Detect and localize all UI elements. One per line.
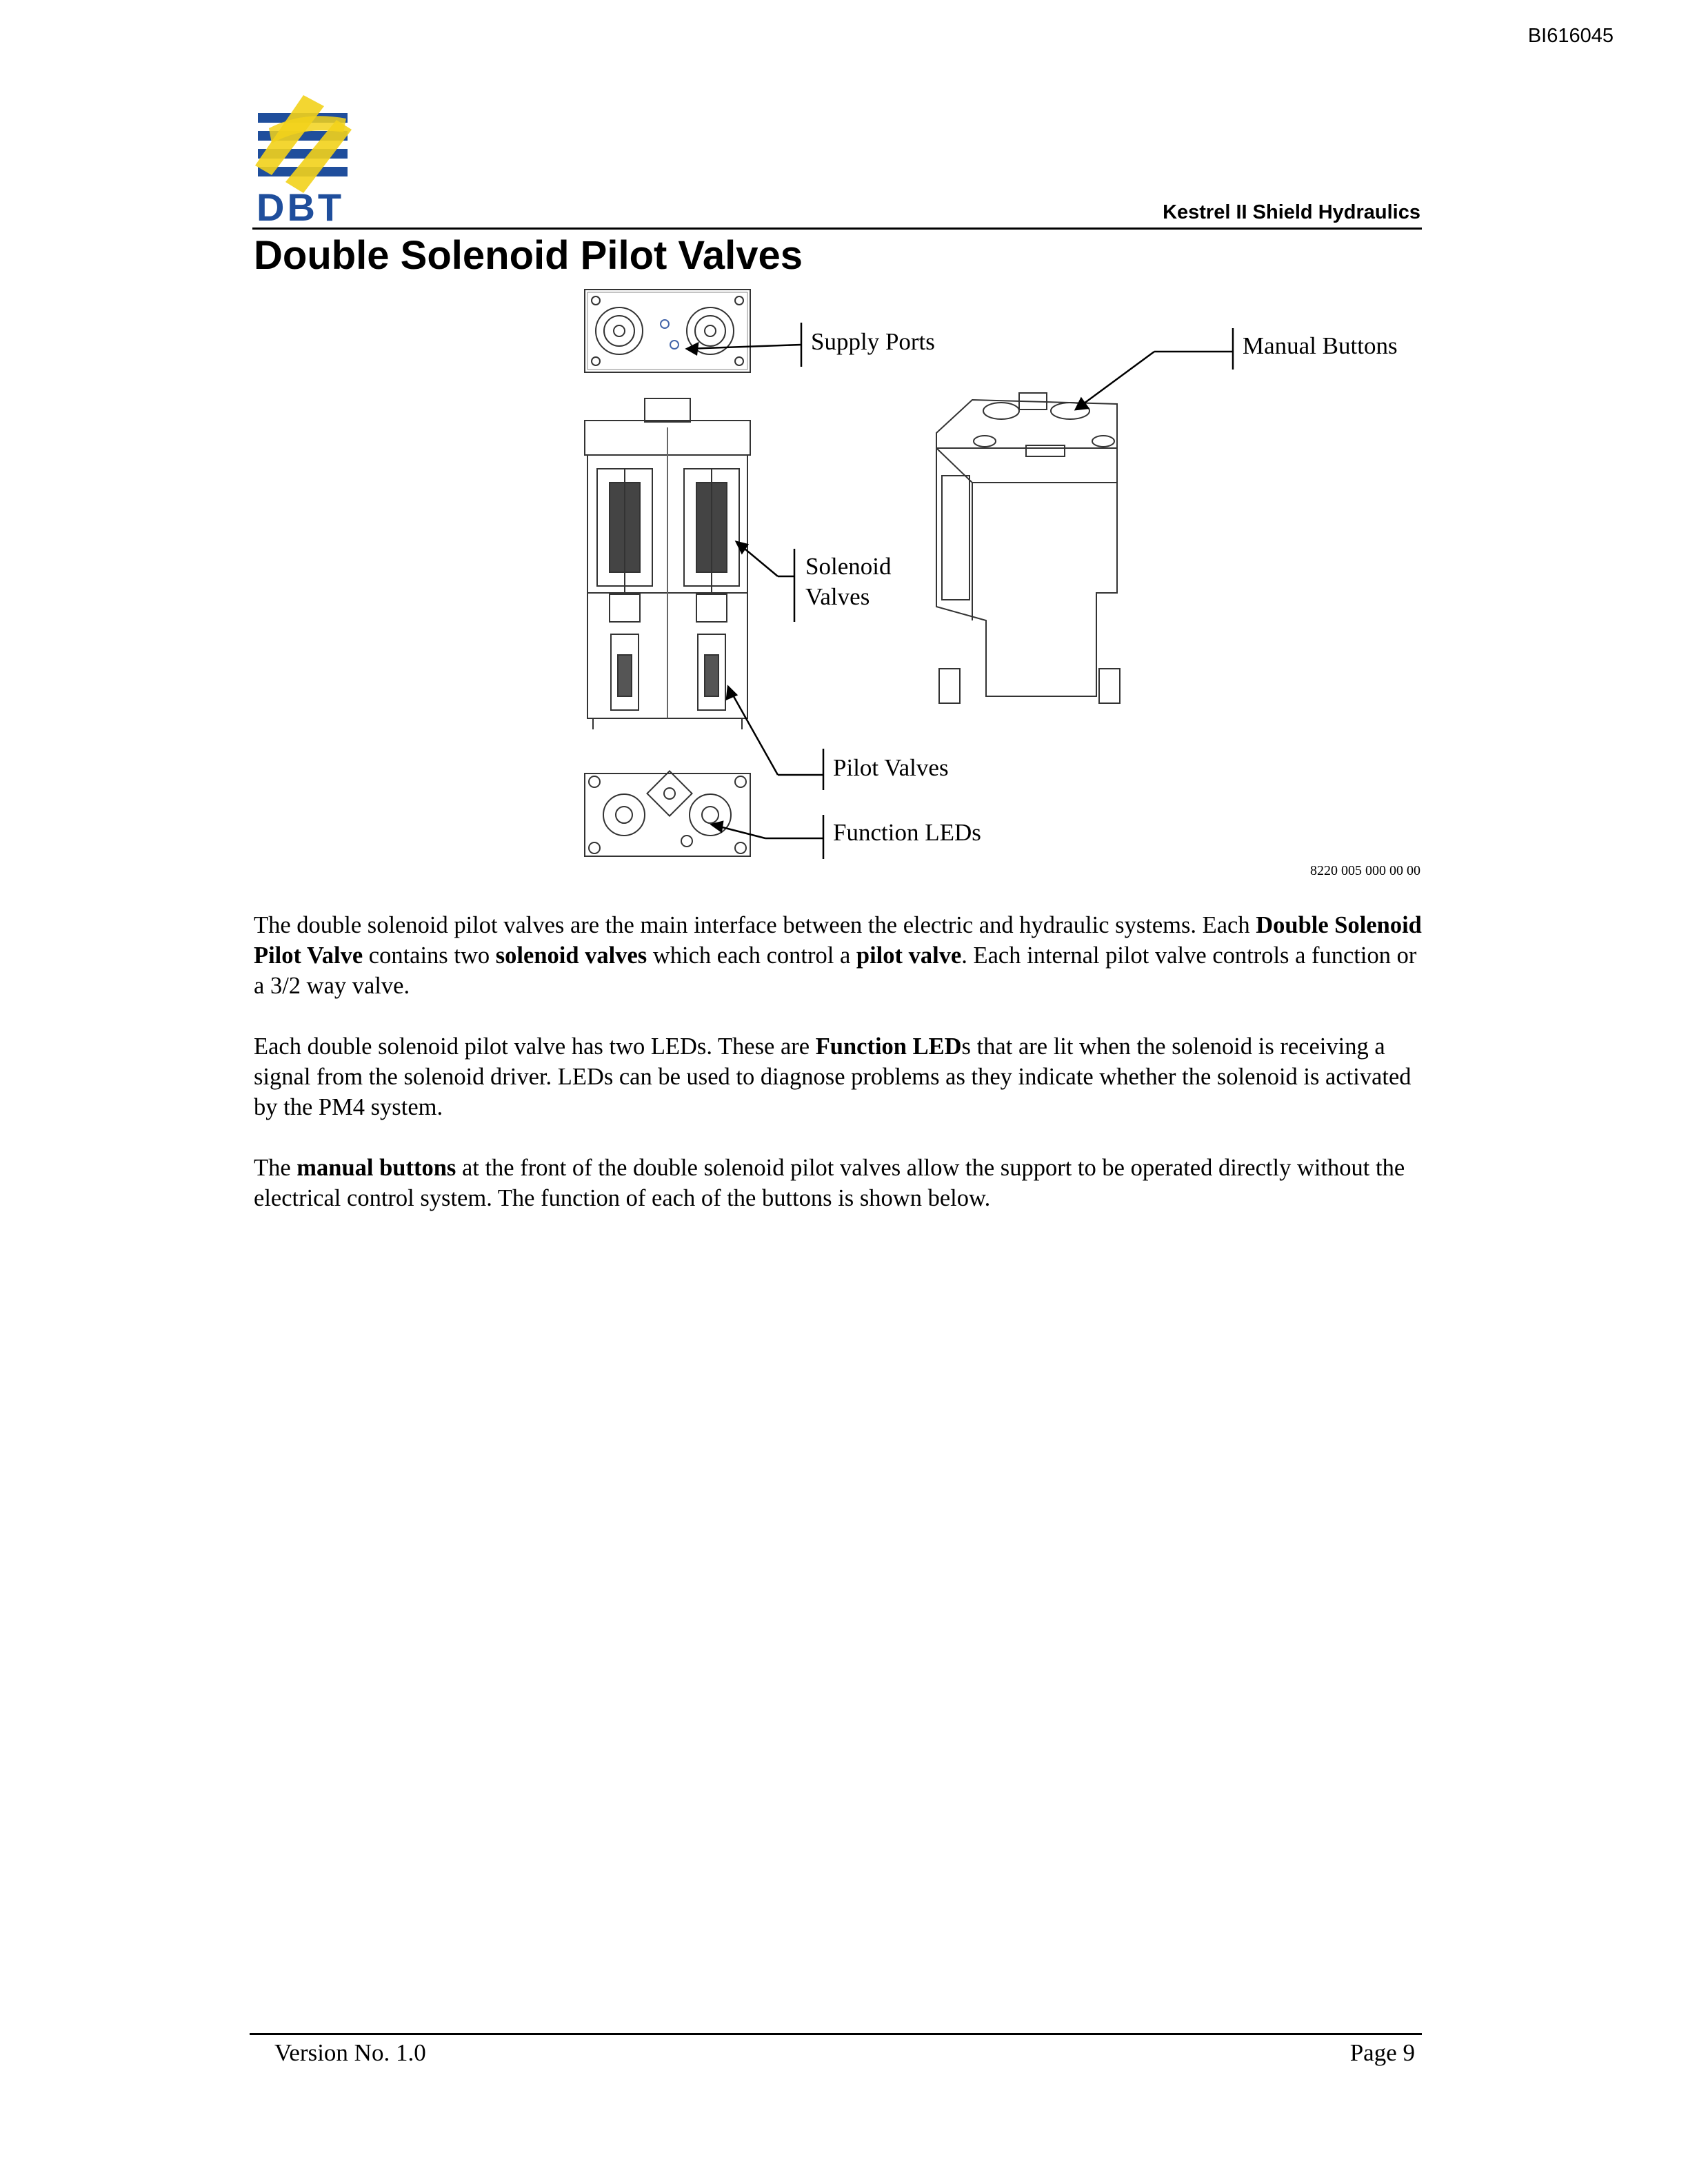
paragraph-1: The double solenoid pilot valves are the main interface between the electric and hydraulic systems. Each Double Solenoid Pilot Valve contains two solenoid valves which each control a pilot valve. Each internal pilot valve controls a function or a 3/2 way valve. bbox=[254, 912, 1422, 999]
perspective-view-drawing bbox=[936, 393, 1120, 703]
callout-solenoid-valves-line2: Valves bbox=[805, 583, 870, 610]
document-id: BI616045 bbox=[1527, 25, 1614, 47]
footer-page-number: Page 9 bbox=[1349, 2039, 1415, 2066]
bottom-view-drawing bbox=[585, 771, 750, 856]
paragraph-2: Each double solenoid pilot valve has two LEDs. These are Function LEDs that are lit when the solenoid is receiving a signal from the solenoid driver. LEDs can be used to diagnose problems as they indicate whether the solenoid is activated by the PM4 system. bbox=[254, 1033, 1411, 1120]
paragraph-3: The manual buttons at the front of the double solenoid pilot valves allow the support to be operated directly without the electrical control system. The function of each of the buttons is shown below. bbox=[254, 1155, 1405, 1211]
figure-drawing-code: 8220 005 000 00 00 bbox=[1310, 863, 1420, 878]
footer-rule bbox=[250, 2033, 1422, 2035]
top-view-drawing bbox=[585, 290, 750, 372]
page-title: Double Solenoid Pilot Valves bbox=[254, 233, 803, 278]
callout-pilot-valves: Pilot Valves bbox=[833, 754, 949, 781]
logo-text: DBT bbox=[257, 185, 345, 229]
body-text bbox=[254, 910, 1426, 1244]
callout-supply-ports: Supply Ports bbox=[811, 328, 935, 355]
callout-solenoid-valves-line1: Solenoid bbox=[805, 553, 892, 580]
header-section-title: Kestrel II Shield Hydraulics bbox=[1163, 201, 1420, 223]
callout-function-leds: Function LEDs bbox=[833, 819, 981, 846]
callout-manual-buttons: Manual Buttons bbox=[1243, 332, 1398, 359]
section-view-drawing bbox=[585, 398, 750, 729]
footer-version: Version No. 1.0 bbox=[274, 2039, 426, 2066]
callout-leaders bbox=[687, 323, 1233, 859]
